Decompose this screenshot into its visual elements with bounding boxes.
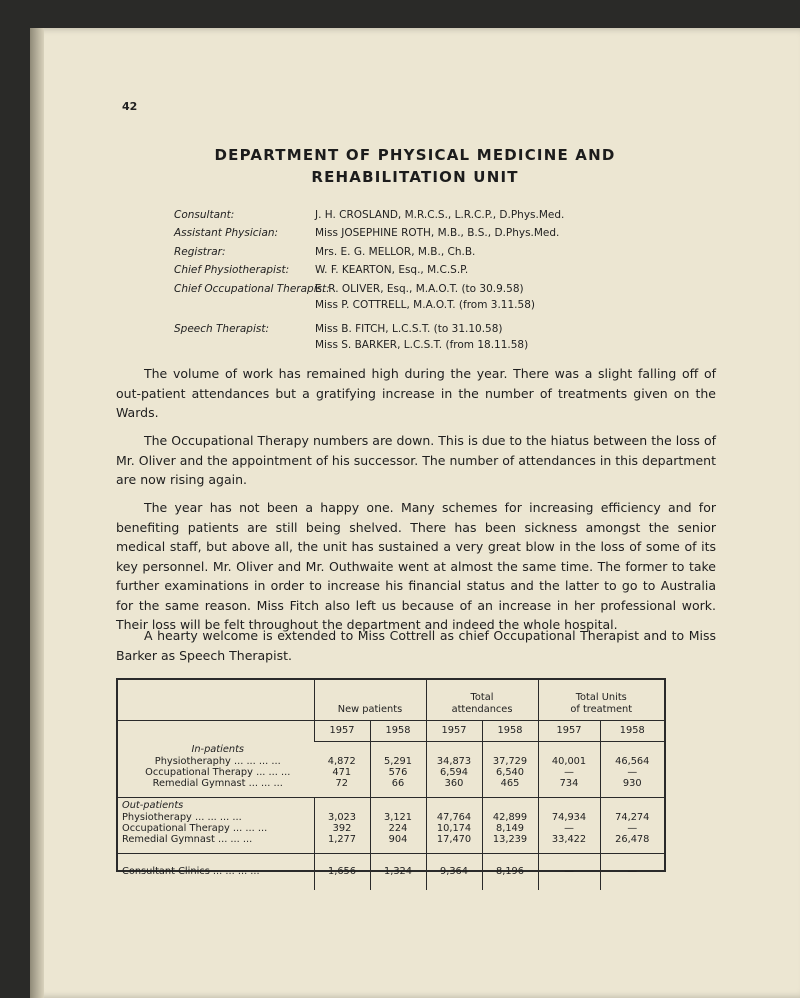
value: 74,934 — [551, 811, 587, 823]
value: 46,564 — [615, 755, 650, 767]
row-label — [122, 767, 314, 778]
outpatients-values-row — [118, 797, 664, 853]
value: — — [627, 822, 638, 834]
value-cell — [314, 741, 370, 797]
staff-row — [174, 261, 564, 279]
staff-role: Chief Occupational Therapist: — [174, 282, 330, 295]
paragraph: A hearty welcome is extended to Miss Cottrell as chief Occupational Therapist and to Miss Barker as Speech Therapist. — [116, 628, 716, 663]
staff-role: Speech Therapist: — [174, 322, 270, 335]
value: 13,239 — [492, 833, 528, 845]
header-new-patients: New patients — [314, 680, 426, 720]
leader-dots: ... ... ... — [256, 766, 291, 778]
staff-role: Assistant Physician: — [174, 227, 279, 240]
value: 1,277 — [327, 833, 357, 845]
value: — — [564, 766, 574, 778]
value-cell — [600, 797, 664, 853]
value-cell — [370, 797, 426, 853]
value: 3,023 — [327, 811, 357, 823]
value: 34,873 — [436, 755, 472, 767]
value: 66 — [391, 777, 405, 789]
staff-row — [174, 224, 564, 242]
header-total-units — [538, 680, 664, 720]
value-cell — [314, 797, 370, 853]
value: 904 — [388, 833, 408, 845]
header-text: of treatment — [570, 703, 633, 715]
value: 6,594 — [439, 766, 469, 778]
staff-row — [174, 338, 564, 356]
value-cell — [538, 797, 600, 853]
group-name: Out-patients — [122, 799, 184, 811]
value: 930 — [622, 777, 642, 789]
staff-row — [174, 280, 564, 298]
paragraph: The year has not been a happy one. Many schemes for increasing efficiency and for benefiting patients are still being shelved. There has been sickness amongst the senior medical staff, but above all, the unit has sustained a very great blow in the loss of some of its key personnel. Mr. Oliver and Mr. Outhwaite went at almost the same time. The former to take further examinations in order to increase his financial status and the latter to go to Australia for the same reason. Miss Fitch also left us because of an increase in her professional work. Their loss will be felt throughout the department and indeed the whole hospital. — [116, 500, 716, 632]
value: — — [564, 822, 574, 834]
value-cell — [426, 741, 482, 797]
staff-role: Chief Physiotherapist: — [174, 264, 290, 277]
value: 37,729 — [492, 755, 528, 767]
value: 5,291 — [383, 755, 413, 767]
row-label — [122, 812, 314, 823]
leader-dots: ... ... ... — [248, 777, 283, 789]
row-label — [122, 756, 314, 767]
value-cell: 1,656 — [314, 853, 370, 890]
value: 17,470 — [436, 833, 472, 845]
value: 42,899 — [492, 811, 528, 823]
value: 734 — [559, 777, 579, 789]
value-cell: 8,196 — [482, 853, 538, 890]
row-label-text: Physiotheraphy — [154, 755, 231, 767]
staff-role — [174, 298, 315, 320]
value-cell — [370, 741, 426, 797]
header-total-attendances — [426, 680, 538, 720]
row-label-text: Consultant Clinics ... — [122, 866, 223, 877]
statistics-table — [116, 678, 666, 877]
year-header: 1958 — [482, 720, 538, 741]
value-cell: 9,364 — [426, 853, 482, 890]
row-label-text: Occupational Therapy — [122, 822, 230, 834]
year-header: 1957 — [538, 720, 600, 741]
staff-row — [174, 243, 564, 261]
value: 3,121 — [383, 811, 413, 823]
value: 465 — [500, 777, 520, 789]
staff-role — [174, 338, 315, 356]
value: 72 — [335, 777, 348, 789]
value: 33,422 — [551, 833, 587, 845]
header-text: attendances — [451, 703, 513, 715]
staff-name: Mrs. E. G. MELLOR, M.B., Ch.B. — [315, 245, 476, 258]
row-label — [122, 778, 314, 789]
row-label — [122, 834, 314, 845]
row-label — [122, 823, 314, 834]
leader-dots: ... ... ... — [232, 822, 268, 834]
value-cell: — — [538, 853, 600, 890]
header-text: Total — [470, 691, 494, 703]
staff-row — [174, 298, 564, 320]
year-header: 1958 — [370, 720, 426, 741]
value: 40,001 — [551, 755, 587, 767]
staff-row — [174, 206, 564, 224]
leader-dots: ... ... ... — [217, 833, 253, 845]
inpatients-label-cell — [118, 720, 314, 797]
header-text: Total Units — [575, 691, 627, 703]
value-cell: 1,324 — [370, 853, 426, 890]
year-header: 1957 — [314, 720, 370, 741]
consultant-clinics-row — [118, 853, 664, 890]
page-number: 42 — [122, 100, 138, 113]
row-label-text: Remedial Gymnast — [152, 777, 246, 789]
consultant-label-cell — [118, 853, 314, 890]
value: 10,174 — [436, 822, 472, 834]
outpatients-label-cell — [118, 797, 314, 853]
value: 47,764 — [436, 811, 472, 823]
value: 4,872 — [327, 755, 356, 767]
value-cell: — — [600, 853, 664, 890]
value: — — [627, 766, 638, 778]
value: 6,540 — [495, 766, 525, 778]
leader-dots: ... ... ... ... — [195, 811, 242, 823]
value: 471 — [332, 766, 352, 778]
row-label-text: Physiotherapy — [122, 811, 192, 823]
value-cell — [482, 741, 538, 797]
page-title: DEPARTMENT OF PHYSICAL MEDICINE AND — [214, 146, 616, 164]
value-cell — [600, 741, 664, 797]
staff-name: E. R. OLIVER, Esq., M.A.O.T. (to 30.9.58) — [315, 282, 524, 295]
row-label-text: Remedial Gymnast — [122, 833, 215, 845]
leader-dots: ... ... ... ... — [233, 755, 281, 767]
value-cell — [426, 797, 482, 853]
value: 576 — [388, 766, 408, 778]
year-header: 1958 — [600, 720, 664, 741]
staff-row — [174, 320, 564, 338]
value-cell — [538, 741, 600, 797]
year-header: 1957 — [426, 720, 482, 741]
staff-list — [174, 206, 564, 357]
value: 392 — [332, 822, 352, 834]
staff-name: W. F. KEARTON, Esq., M.C.S.P. — [315, 264, 469, 277]
header-blank — [118, 680, 314, 720]
paragraph: The Occupational Therapy numbers are down. This is due to the hiatus between the loss of Mr. Oliver and the appointment of his successor. The number of attendances in this department are now rising again. — [116, 433, 716, 487]
staff-name: Miss JOSEPHINE ROTH, M.B., B.S., D.Phys.Med. — [315, 227, 560, 240]
paragraph: The volume of work has remained high during the year. There was a slight falling off of out-patient attendances but a gratifying increase in the number of treatments given on the Wards. — [116, 366, 716, 420]
value: 74,274 — [615, 811, 650, 823]
staff-name: Miss B. FITCH, L.C.S.T. (to 31.10.58) — [315, 322, 503, 335]
page-subtitle: REHABILITATION UNIT — [311, 168, 519, 186]
staff-name: J. H. CROSLAND, M.R.C.S., L.R.C.P., D.Phys.Med. — [315, 209, 565, 221]
leader-dots: ... ... ... — [225, 866, 260, 877]
row-label-text: Occupational Therapy — [145, 766, 253, 778]
staff-role: Consultant: — [174, 209, 235, 221]
value: 26,478 — [615, 833, 650, 845]
value: 224 — [388, 822, 408, 834]
value-cell — [482, 797, 538, 853]
staff-name: Miss S. BARKER, L.C.S.T. (from 18.11.58) — [315, 339, 529, 352]
group-name: In-patients — [191, 743, 245, 755]
document-page — [30, 28, 800, 998]
staff-name: Miss P. COTTRELL, M.A.O.T. (from 3.11.58) — [315, 298, 535, 311]
value: 360 — [444, 777, 464, 789]
value: 8,149 — [495, 822, 525, 834]
staff-role: Registrar: — [174, 245, 226, 258]
